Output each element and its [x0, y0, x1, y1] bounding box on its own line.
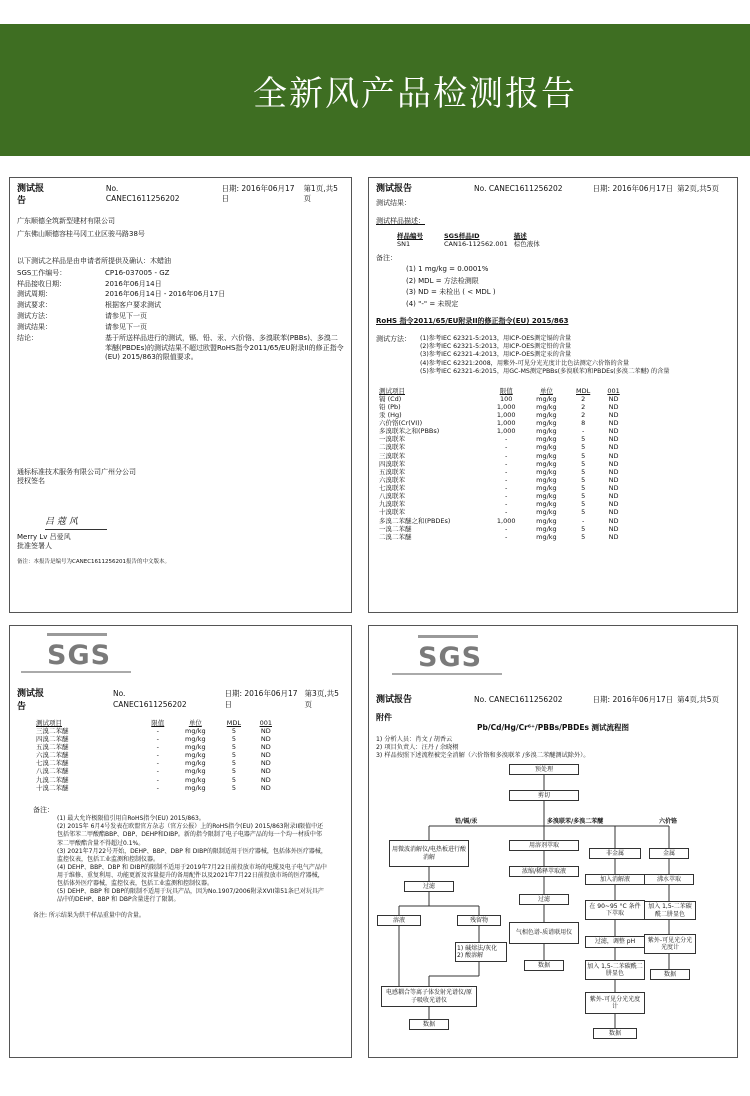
remark-item: (1) 最大允许极限值引用自RoHS指令(EU) 2015/863。	[57, 815, 205, 823]
table-row	[376, 403, 628, 411]
sample-col: SGS样品ID	[444, 232, 480, 241]
flow-metal: 金属	[649, 848, 689, 859]
table-cell: 5	[581, 492, 586, 501]
table-cell: -	[505, 484, 508, 492]
column-header: 限值	[151, 718, 165, 727]
table-cell: 七溴联苯	[379, 484, 405, 492]
remarks-label: 备注：	[376, 254, 397, 263]
table-cell: ND	[608, 394, 619, 403]
table-row	[376, 476, 628, 484]
table-cell: 5	[581, 500, 586, 509]
table-cell: 四溴二苯醚	[36, 734, 69, 743]
table-cell: 十溴联苯	[379, 508, 405, 517]
table-row	[376, 411, 628, 419]
table-cell: ND	[260, 751, 271, 760]
flow-data: 数据	[524, 960, 564, 971]
table-cell: 九溴二苯醚	[36, 775, 69, 784]
table-cell: -	[505, 492, 508, 501]
table-cell: 三溴二苯醚	[36, 726, 69, 735]
results-table	[33, 719, 281, 792]
table-cell: 2	[581, 410, 586, 419]
table-cell: mg/kg	[536, 419, 557, 427]
remarks-list	[406, 264, 730, 312]
table-cell: -	[505, 500, 508, 509]
field-value: 请参见下一页	[105, 312, 147, 321]
table-cell: 5	[581, 475, 586, 484]
table-cell: ND	[608, 419, 619, 427]
table-cell: -	[505, 435, 508, 444]
field-label: 样品接收日期：	[17, 279, 66, 288]
table-cell: mg/kg	[536, 427, 557, 436]
table-cell: ND	[608, 410, 619, 419]
table-cell: ND	[608, 475, 619, 484]
table-cell: 十溴二苯醚	[36, 783, 69, 792]
column-header: MDL	[576, 386, 591, 395]
table-row	[376, 484, 628, 492]
report-date: 日期: 2016年06月17日	[224, 689, 298, 709]
field-value: 请参见下一页	[105, 323, 147, 332]
table-cell: 5	[231, 734, 236, 743]
table-header-row	[33, 719, 281, 727]
report-date: 日期: 2016年06月17日	[221, 184, 295, 204]
table-cell: 1,000	[496, 419, 516, 427]
column-header: 测试项目	[36, 718, 62, 727]
table-row	[33, 784, 281, 792]
table-cell: -	[156, 775, 159, 784]
table-cell: 8	[581, 419, 586, 427]
field-label: 测试要求：	[17, 301, 52, 310]
results-table	[376, 387, 628, 541]
table-row	[376, 525, 628, 533]
flow-title: Pb/Cd/Hg/Cr⁶⁺/PBBs/PBDEs 测试流程图	[476, 723, 630, 733]
table-cell: 5	[231, 775, 236, 784]
table-cell: ND	[608, 402, 619, 411]
column-header: MDL	[226, 718, 242, 727]
table-cell: 5	[231, 767, 236, 776]
sample-cell: CAN16-112562.001	[444, 240, 508, 249]
table-row	[376, 452, 628, 460]
table-cell: mg/kg	[185, 767, 206, 776]
organization: 通标标准技术服务有限公司广州分公司	[17, 467, 136, 476]
table-row	[33, 735, 281, 743]
flow-ph: 过滤，调整 pH	[585, 936, 645, 948]
sample-col: 描述	[513, 232, 527, 241]
table-cell: ND	[608, 484, 619, 492]
info-item: 1) 分析人员：肖文 / 胡香云	[376, 735, 453, 743]
field-value: 根据客户要求测试	[105, 301, 161, 310]
table-row	[376, 517, 628, 525]
info-item: 3) 样品按照下述流程被完全消解（六价铬和多溴联苯 /多溴二苯醚测试除外）。	[376, 752, 590, 760]
field-row	[17, 323, 344, 332]
flow-data: 数据	[650, 969, 690, 980]
table-cell: ND	[260, 775, 271, 784]
field-row	[17, 280, 344, 289]
report-header	[17, 183, 344, 207]
flow-uv-vis: 紫外-可见分光光度计	[585, 992, 645, 1014]
report-number: No. CANEC1611256202	[112, 689, 187, 709]
table-cell: mg/kg	[536, 524, 557, 533]
field-value: CP16-037005 - GZ	[105, 268, 170, 277]
flow-data: 数据	[409, 1019, 449, 1030]
method-item: (4)参考IEC 62321:2008，用紫外-可见分光光度计比色法测定六价铬的含量	[420, 359, 630, 367]
table-cell: -	[156, 726, 159, 735]
table-row	[376, 427, 628, 435]
page-number: 第1页,共5页	[303, 184, 338, 204]
annex-label: 附件	[376, 712, 392, 722]
flow-icp: 电感耦合等离子体发射光谱仪/原子吸收光谱仪	[381, 986, 477, 1007]
report-date: 日期: 2016年06月17日	[592, 184, 674, 193]
report-date: 日期: 2016年06月17日	[592, 695, 674, 705]
report-page-3	[9, 625, 352, 1058]
table-cell: 九溴联苯	[379, 500, 405, 509]
table-cell: ND	[608, 435, 619, 444]
table-row	[376, 500, 628, 508]
table-cell: -	[156, 767, 159, 776]
flow-pretreatment: 预处理	[509, 764, 579, 775]
flow-dpc: 加入 1,5-二苯碳酰二肼显色	[585, 960, 645, 980]
table-cell: ND	[608, 427, 619, 436]
remark-item: (4) "-" = 未规定	[406, 300, 459, 309]
flow-filter: 过滤	[519, 894, 569, 905]
field-list	[17, 269, 344, 363]
column-header: 单位	[188, 718, 202, 727]
table-cell: 多溴联苯之和(PBBs)	[379, 427, 440, 436]
table-cell: mg/kg	[536, 467, 557, 476]
table-cell: -	[156, 783, 159, 792]
sgs-logo: SGS	[47, 633, 117, 674]
field-row	[17, 290, 344, 299]
table-cell: mg/kg	[185, 743, 206, 752]
field-label: 测试周期：	[17, 290, 52, 299]
report-page-4	[368, 625, 738, 1058]
field-label: 结论：	[17, 334, 38, 343]
table-cell: 5	[581, 532, 586, 541]
report-header	[376, 183, 730, 195]
table-cell: -	[505, 451, 508, 460]
banner	[0, 24, 750, 156]
column-header: 001	[607, 386, 620, 395]
table-cell: 多溴二苯醚之和(PBDEs)	[379, 516, 451, 525]
column-header: 单位	[539, 386, 553, 395]
field-label: 测试结果：	[17, 323, 52, 332]
table-cell: mg/kg	[536, 410, 557, 419]
table-cell: ND	[608, 459, 619, 468]
table-cell: 5	[581, 443, 586, 452]
page-number: 第4页,共5页	[677, 695, 720, 705]
report-title: 测试报告	[17, 184, 45, 207]
table-row	[33, 727, 281, 735]
table-cell: mg/kg	[536, 435, 557, 444]
table-cell: -	[505, 443, 508, 452]
handwritten-signature: 吕 蔻 风	[45, 516, 107, 529]
flow-cutting: 剪切	[509, 790, 579, 801]
flow-filter: 过滤	[404, 881, 454, 892]
table-cell: 八溴二苯醚	[36, 767, 69, 776]
table-cell: -	[505, 459, 508, 468]
table-row	[376, 395, 628, 403]
report-page-2	[368, 177, 738, 613]
authorized-signature-label: 授权签名	[17, 476, 45, 485]
remark-item: (4) DEHP、BBP、DBP 和 DIBP的限制不适用于2019年7月22日前投放市场的电缆及电子电气产品中用于维修、重复利用、功能更新及容量提升的备用配件以及2021年7月22日前投放市场的医疗器械，包括体外医疗器械，监控仪表，包括工业监测和控制仪器。	[57, 863, 327, 888]
table-cell: ND	[608, 443, 619, 452]
rohs-title: RoHS 指令2011/65/EU附录II的修正指令(EU) 2015/863	[376, 317, 569, 326]
table-cell: 5	[581, 508, 586, 517]
table-cell: mg/kg	[185, 751, 206, 760]
flow-solution: 溶液	[377, 915, 421, 926]
table-cell: -	[156, 734, 159, 743]
remark-item: (3) 2021年7月22号开始，DEHP、BBP、DBP 和 DIBP的限制适用于医疗器械，包括体外医疗器械，监控仪表，包括工业监测和控制仪器。	[57, 847, 327, 863]
table-cell: -	[581, 516, 585, 525]
remarks-label: 备注：	[33, 805, 54, 814]
flow-label-metals: 铅/镉/汞	[455, 818, 478, 825]
table-cell: -	[505, 532, 508, 541]
flow-info	[376, 736, 730, 761]
table-cell: 六溴二苯醚	[36, 751, 69, 760]
table-cell: ND	[608, 451, 619, 460]
table-cell: 5	[581, 467, 586, 476]
table-cell: -	[156, 743, 159, 752]
table-cell: mg/kg	[536, 532, 557, 541]
table-cell: 5	[581, 435, 586, 444]
sample-desc-label: 测试样品描述：	[376, 216, 425, 225]
field-row	[17, 301, 344, 310]
sample-intro: 以下测试之样品是由申请者所提供及确认：木蜡油	[17, 257, 171, 266]
report-header	[376, 694, 730, 706]
signer-title: 批准签署人	[17, 541, 52, 550]
remark-item: (5) DEHP、BBP 和 DBP的限制不适用于玩具产品，因为No.1907/2006附录XVII第51条已对玩具产品中的DEHP、BBP 和 DBP含量进行了限制。	[57, 888, 324, 904]
table-cell: mg/kg	[536, 475, 557, 484]
table-cell: -	[156, 759, 159, 768]
report-title: 测试报告	[376, 184, 413, 194]
banner-title: 全新风产品检测报告	[253, 73, 577, 114]
table-cell: 5	[581, 484, 586, 492]
table-row	[376, 443, 628, 451]
table-cell: -	[505, 467, 508, 476]
table-cell: -	[156, 751, 159, 760]
table-row	[33, 776, 281, 784]
results-label: 测试结果：	[376, 199, 411, 208]
table-cell: ND	[608, 500, 619, 509]
remark-item: (1) 1 mg/kg = 0.0001%	[406, 264, 489, 273]
table-cell: 八溴联苯	[379, 492, 405, 501]
flow-label-cr6: 六价铬	[659, 818, 678, 825]
method-item: (5)参考IEC 62321-6:2015，用GC-MS测定PBBs(多溴联苯)和PBDEs(多溴二苯醚) 的含量	[420, 368, 670, 376]
flow-dpc-metal: 加入 1,5-二苯碳酰二肼显色	[644, 901, 696, 920]
page-number: 第2页,共5页	[677, 184, 720, 193]
sample-table	[394, 232, 543, 248]
table-cell: 5	[581, 459, 586, 468]
table-cell: 汞 (Hg)	[379, 410, 402, 419]
footnote: 备注: 所示结果为烘干样品重量中的含量。	[33, 912, 145, 920]
flow-label-pbb: 多溴联苯/多溴二苯醚	[547, 818, 604, 825]
table-cell: ND	[608, 492, 619, 501]
table-cell: mg/kg	[185, 726, 206, 735]
table-cell: 1,000	[496, 427, 516, 436]
method-block	[376, 335, 730, 377]
flow-uv-vis-metal: 紫外-可见光分光光度计	[644, 934, 696, 954]
table-cell: 2	[581, 394, 586, 403]
table-cell: ND	[260, 759, 271, 768]
table-cell: 一溴联苯	[379, 435, 405, 444]
flow-gcms: 气相色谱-质谱联用仪	[509, 922, 579, 944]
table-cell: 5	[581, 524, 586, 533]
table-cell: mg/kg	[536, 492, 557, 501]
table-cell: ND	[608, 516, 619, 525]
method-item: (3)参考IEC 62321-4:2013，用ICP-OES测定汞的含量	[420, 351, 572, 359]
table-row	[33, 743, 281, 751]
sample-cell: 棕色液体	[513, 240, 540, 249]
column-header: 限值	[499, 386, 513, 395]
table-cell: mg/kg	[536, 451, 557, 460]
table-cell: 六溴联苯	[379, 475, 405, 484]
report-number: No. CANEC1611256202	[474, 184, 563, 193]
remark-item: (3) ND = 未检出 ( < MDL )	[406, 288, 496, 297]
table-cell: 五溴二苯醚	[36, 743, 69, 752]
footnote: 备注：本报告是编号为CANEC1611256201报告的中文版本。	[17, 559, 171, 566]
table-cell: 5	[231, 743, 236, 752]
table-cell: 七溴二苯醚	[36, 759, 69, 768]
table-cell: 二溴联苯	[379, 443, 405, 452]
sgs-logo: SGS	[418, 635, 488, 676]
report-number: No. CANEC1611256202	[474, 695, 563, 705]
table-cell: mg/kg	[536, 516, 557, 525]
report-page-1	[9, 177, 352, 613]
field-label: 测试方法：	[17, 312, 52, 321]
method-item: (2)参考IEC 62321-5:2013，用ICP-OES测定铅的含量	[420, 343, 572, 351]
flow-data: 数据	[593, 1028, 637, 1039]
table-cell: ND	[260, 783, 271, 792]
table-row	[376, 508, 628, 516]
info-item: 2) 项目负责人：汪丹 / 余晓栩	[376, 743, 459, 751]
company-address: 广东佛山顺德容桂马冈工业区骏马路38号	[17, 229, 145, 238]
table-cell: ND	[608, 508, 619, 517]
table-cell: 六价铬(Cr(VI))	[379, 419, 423, 427]
table-cell: 三溴联苯	[379, 451, 405, 460]
signer-name: Merry Lv 吕爱风	[17, 532, 71, 541]
page-number: 第3页,共5页	[304, 689, 339, 709]
method-label: 测试方法：	[376, 334, 411, 343]
flowchart	[369, 764, 738, 1058]
remarks-list	[57, 815, 327, 904]
field-row	[17, 269, 344, 278]
table-cell: 5	[231, 759, 236, 768]
table-cell: 二溴二苯醚	[379, 532, 412, 541]
table-row	[376, 468, 628, 476]
field-value: 基于所送样品进行的测试，镉、铅、汞、六价铬、多溴联苯(PBBs)、多溴二苯醚(PBDEs)的测试结果不超过欧盟RoHS指令2011/65/EU附录II的修正指令(EU) 2015/863的限值要求。	[105, 334, 344, 362]
table-row	[376, 492, 628, 500]
table-cell: ND	[260, 726, 271, 735]
table-cell: 镉 (Cd)	[379, 394, 402, 403]
table-cell: 5	[581, 451, 586, 460]
method-list	[420, 335, 670, 377]
column-header: 001	[259, 718, 272, 727]
flow-nonmetal: 非金属	[589, 848, 641, 859]
table-cell: mg/kg	[536, 484, 557, 492]
table-cell: ND	[608, 532, 619, 541]
table-cell: 5	[231, 751, 236, 760]
table-header-row	[376, 387, 628, 395]
field-value: 2016年06月14日	[105, 279, 162, 288]
table-cell: mg/kg	[185, 775, 206, 784]
table-cell: mg/kg	[536, 443, 557, 452]
report-number: No. CANEC1611256202	[105, 184, 180, 204]
table-row	[376, 435, 628, 443]
table-cell: mg/kg	[536, 459, 557, 468]
table-cell: ND	[260, 734, 271, 743]
table-row	[33, 767, 281, 775]
table-row	[33, 751, 281, 759]
table-row	[376, 460, 628, 468]
report-title: 测试报告	[17, 689, 45, 712]
table-cell: -	[505, 475, 508, 484]
table-cell: -	[581, 427, 585, 436]
table-cell: mg/kg	[536, 394, 557, 403]
remark-item: (2) MDL = 方法检测限	[406, 276, 479, 285]
table-cell: ND	[608, 524, 619, 533]
table-row	[376, 419, 628, 427]
method-item: (1)参考IEC 62321-5:2013，用ICP-OES测定镉的含量	[420, 334, 572, 342]
table-cell: 1,000	[496, 516, 516, 525]
flow-solvent-extraction: 用溶剂萃取	[509, 840, 579, 851]
table-cell: ND	[608, 467, 619, 476]
table-cell: mg/kg	[185, 759, 206, 768]
flow-extract-90: 在 90~95 °C 条件下萃取	[585, 900, 645, 920]
table-cell: ND	[260, 743, 271, 752]
column-header: 测试项目	[379, 386, 405, 395]
table-cell: 5	[231, 726, 236, 735]
flow-concentrate: 浓缩/稀释萃取液	[509, 866, 579, 877]
table-cell: 1,000	[496, 410, 516, 419]
table-cell: mg/kg	[536, 500, 557, 509]
field-value: 2016年06月14日 - 2016年06月17日	[105, 290, 226, 299]
table-cell: 铅 (Pb)	[379, 402, 401, 411]
field-label: SGS工作编号：	[17, 268, 67, 277]
table-cell: mg/kg	[536, 508, 557, 517]
table-cell: ND	[260, 767, 271, 776]
flow-alkali-fusion: 1) 碱熔法/灰化 2) 酸溶解	[455, 942, 507, 962]
table-cell: mg/kg	[536, 402, 557, 411]
sample-cell: SN1	[397, 240, 411, 249]
report-title: 测试报告	[376, 695, 413, 706]
table-cell: 一溴二苯醚	[379, 524, 412, 533]
remark-item: (2) 2015年 6月4号发表在欧盟官方杂志（官方公报）上的RoHS指令(EU) 2015/863附录II限值中还包括邻苯二甲酸酯BBP、DBP、DEHP和DIBP。新的指令限制了电子电器产品的每一个均一材质中邻苯二甲酸酯含量不得超过0.1%。	[57, 823, 324, 847]
field-row	[17, 334, 344, 362]
flow-add-digest: 加入消解液	[585, 874, 645, 885]
table-row	[376, 533, 628, 541]
table-row	[33, 759, 281, 767]
flow-boiling-water: 沸水萃取	[644, 874, 694, 885]
table-cell: mg/kg	[185, 783, 206, 792]
table-cell: -	[505, 524, 508, 533]
company-name: 广东顺德全筑新型建材有限公司	[17, 217, 115, 226]
table-cell: 2	[581, 402, 586, 411]
flow-residue: 残留物	[457, 915, 501, 926]
table-cell: 四溴联苯	[379, 459, 405, 468]
table-cell: mg/kg	[185, 734, 206, 743]
sample-col: 样品编号	[397, 232, 423, 241]
report-header	[17, 688, 344, 712]
flow-acid-digestion: 用微波消解仪/电热板进行酸消解	[389, 840, 469, 867]
table-cell: 五溴联苯	[379, 467, 405, 476]
table-cell: 100	[499, 394, 513, 403]
table-cell: 5	[231, 783, 236, 792]
table-cell: 1,000	[496, 402, 516, 411]
field-row	[17, 312, 344, 321]
table-cell: -	[505, 508, 508, 517]
